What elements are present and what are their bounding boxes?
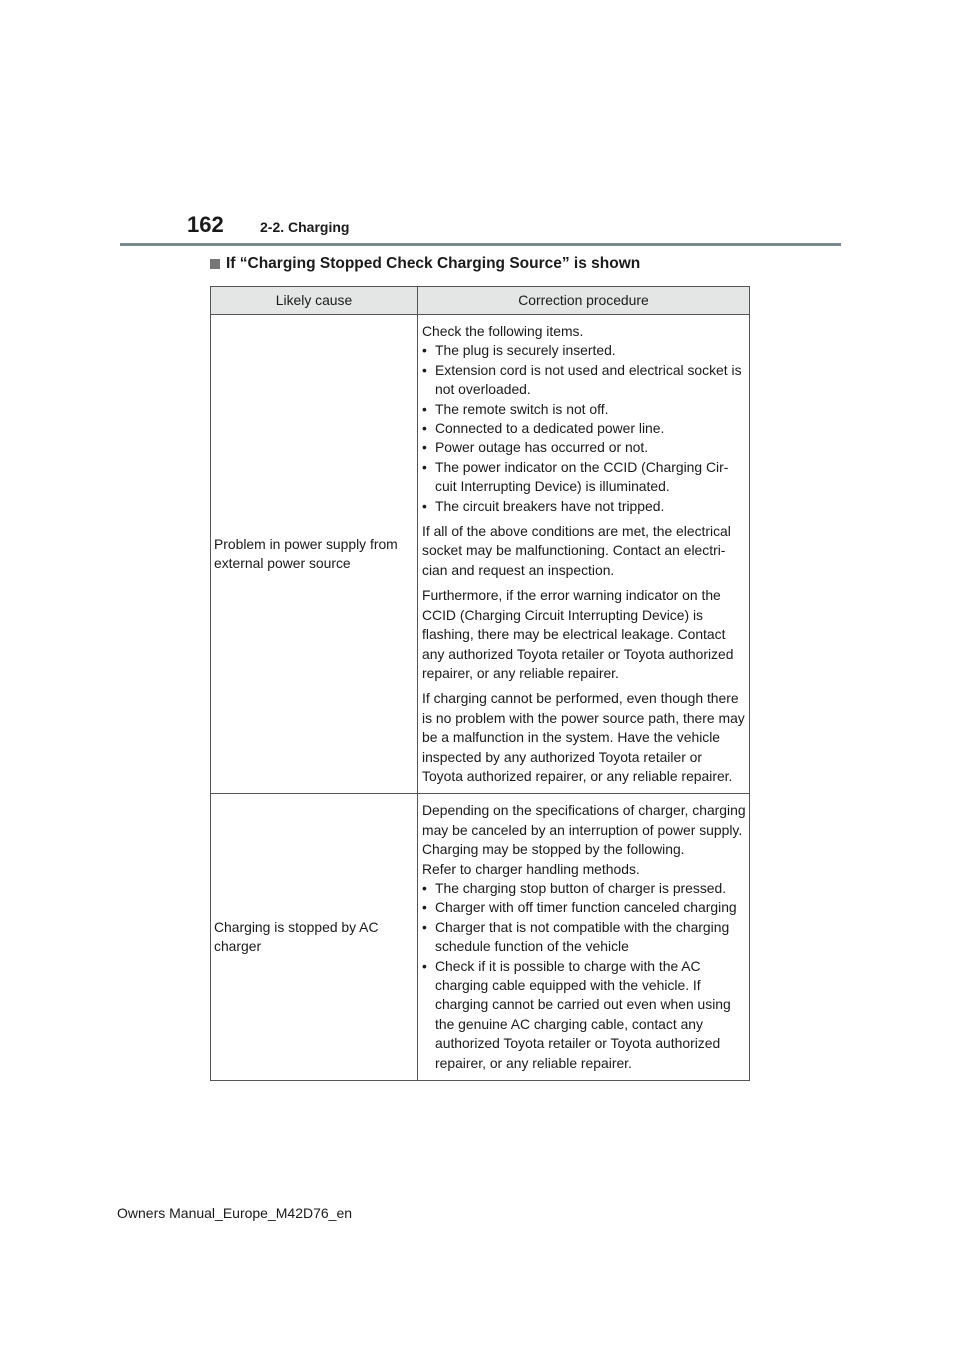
procedure-intro: Refer to charger handling methods. [422, 860, 640, 877]
procedure-intro: Check the following items. [422, 323, 584, 339]
list-item: • Connected to a dedicated power line. [422, 419, 746, 438]
list-item: • The circuit breakers have not tripped. [422, 497, 746, 516]
page-number: 162 [187, 212, 224, 237]
list-item: • The plug is securely inserted. [422, 341, 746, 360]
table-cell-cause [211, 315, 418, 794]
column-header-likely-cause: Likely cause [211, 287, 418, 315]
procedure-paragraph: If all of the above conditions are met, the electrical socket may be malfunctioning. Contact an electri-cian and request an inspection. [422, 523, 731, 578]
list-item: • Charger that is not compatible with the charging schedule function of the vehicle [422, 918, 746, 957]
procedure-intro: Charging may be stopped by the following. [422, 841, 685, 858]
procedure-paragraph: Furthermore, if the error warning indicator on the CCID (Charging Circuit Interrupting Device) is flashing, there may be electrical leakage. Contact any authorized Toyota retailer or Toyota authorized repairer, or any reliable repairer. [422, 587, 734, 681]
footer-document-id: Owners Manual_Europe_M42D76_en [117, 1205, 353, 1221]
list-item: • The charging stop button of charger is pressed. [422, 879, 746, 898]
table-header-row [211, 287, 750, 315]
table-row [211, 315, 750, 794]
procedure-paragraph: If charging cannot be performed, even though there is no problem with the power source path, there may be a malfunction in the system. Have the vehicle inspected by any authorized Toyota retailer or Toyota authorized repairer, or any reliable repairer. [422, 690, 745, 784]
subsection-heading [210, 255, 640, 273]
table-cell-procedure [418, 315, 750, 794]
header-divider [120, 243, 841, 246]
check-list [422, 341, 746, 516]
list-item: • The remote switch is not off. [422, 400, 746, 419]
table-row [211, 794, 750, 1081]
list-item: • Extension cord is not used and electrical socket is not overloaded. [422, 361, 746, 400]
list-item: • Power outage has occurred or not. [422, 438, 746, 457]
column-header-correction-procedure: Correction procedure [418, 287, 750, 315]
list-item: • The power indicator on the CCID (Charging Cir-cuit Interrupting Device) is illuminated. [422, 458, 746, 497]
troubleshooting-table [210, 286, 750, 1081]
table-cell-procedure [418, 794, 750, 1081]
stop-conditions-list [422, 879, 746, 1073]
table-cell-cause [211, 794, 418, 1081]
cause-text: Problem in power supply from external power source [214, 535, 398, 572]
list-item: • Charger with off timer function canceled charging [422, 898, 746, 917]
cause-text: Charging is stopped by AC charger [214, 918, 379, 955]
procedure-intro: Depending on the specifications of charger, charging may be canceled by an interruption of power supply. [422, 802, 746, 838]
section-title: 2-2. Charging [260, 219, 350, 235]
subsection-heading-text: If “Charging Stopped Check Charging Source” is shown [226, 255, 641, 272]
square-bullet-icon [210, 259, 220, 269]
list-item: • Check if it is possible to charge with the AC charging cable equipped with the vehicle. If charging cannot be carried out even when using the genuine AC charging cable, contact any authorized Toyota retailer or Toyota authorized repairer, or any reliable repairer. [422, 957, 746, 1073]
